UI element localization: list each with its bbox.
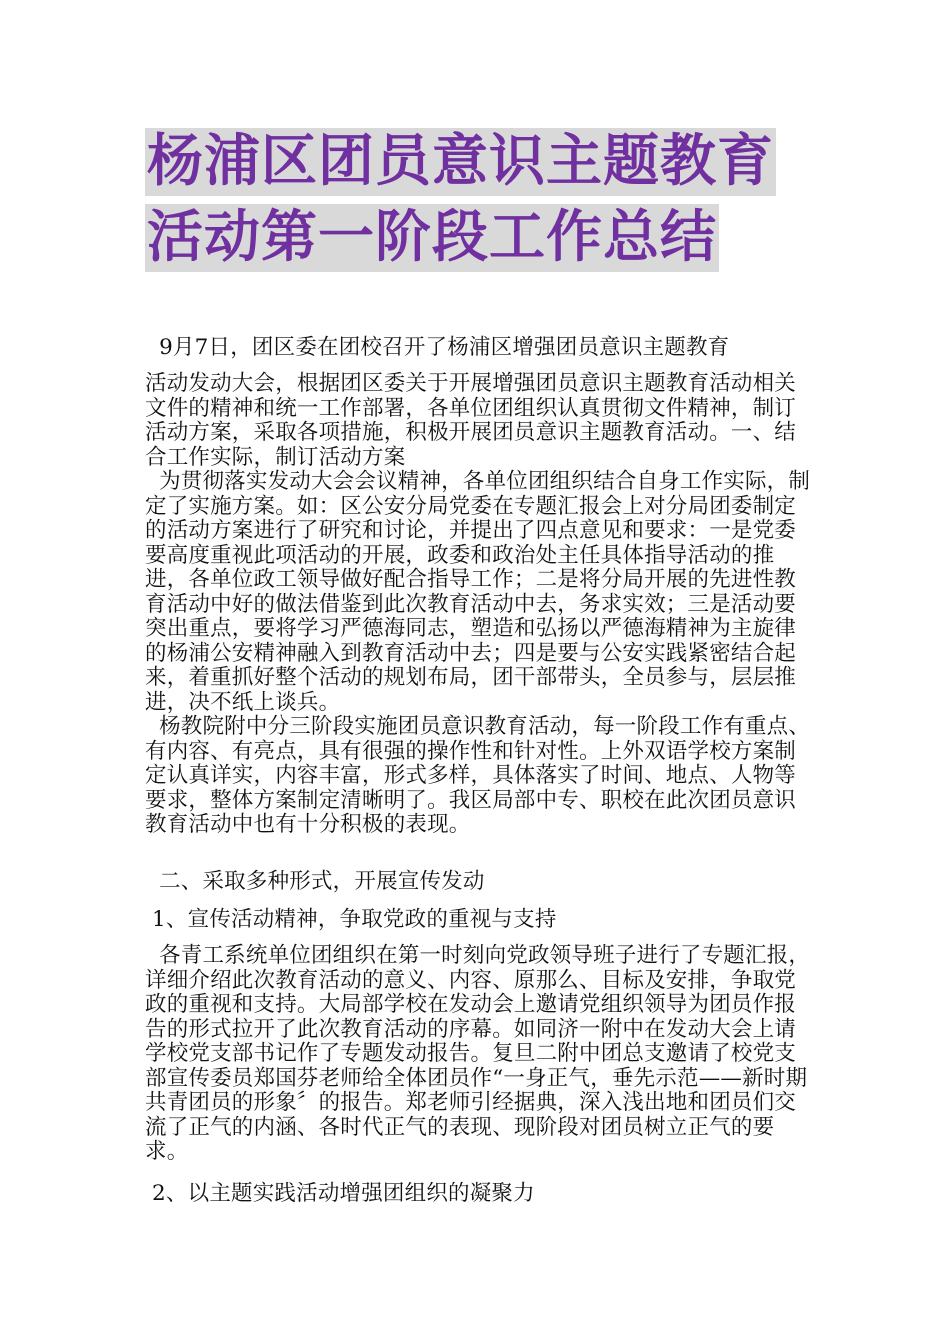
intro-paragraph: 9月7日，团区委在团校召开了杨浦区增强团员意识主题教育 [145,335,730,360]
title-line-1: 杨浦区团员意识主题教育 [147,129,774,194]
document-title [145,128,815,272]
title-line-2: 活动第一阶段工作总结 [147,205,717,270]
subsection-two-heading: 2、以主题实践活动增强团组织的凝聚力 [145,1181,535,1206]
subsection-one-text: 各青工系统单位团组织在第一时刻向党政领导班子进行了专题汇报，详细介绍此次教育活动的意义、内容、原那么、目标及安排，争取党政的重视和支持。大局部学校在发动会上邀请党组织领导为团员作报告的形式拉开了此次教育活动的序幕。如同济一附中在发动大会上请学校党支部书记作了专题发动报告。复旦二附中团总支邀请了校党支部宣传委员郑国芬老师给全体团员作“一身正气，垂先示范——新时期共青团员的形象〞的报告。郑老师引经据典，深入浅出地和团员们交流了正气的内涵、各时代正气的表现、现阶段对团员树立正气的要求。 [145,943,811,1164]
subsection-one-heading: 1、宣传活动精神，争取党政的重视与支持 [145,907,557,932]
section-two-heading: 二、采取多种形式，开展宣传发动 [145,869,485,894]
section-one-text: 活动发动大会，根据团区委关于开展增强团员意识主题教育活动相关文件的精神和统一工作部署，各单位团组织认真贯彻文件精神，制订活动方案，采取各项措施，积极开展团员意识主题教育活动。一、结合工作实际，制订活动方案 为贯彻落实发动大会会议精神，各单位团组织结合自身工作实际，制定了实施方案。如：区公安分局党委在专题汇报会上对分局团委制定的活动方案进行了研究和讨论，并提出了四点意见和要求：一是党委要高度重视此项活动的开展，政委和政治处主任具体指导活动的推进，各单位政工领导做好配合指导工作；二是将分局开展的先进性教育活动中好的做法借鉴到此次教育活动中去，务求实效；三是活动要突出重点，要将学习严德海同志，塑造和弘扬以严德海精神为主旋律的杨浦公安精神融入到教育活动中去；四是要与公安实践紧密结合起来，着重抓好整个活动的规划布局，团干部带头，全员参与，层层推进，决不纸上谈兵。 杨教院附中分三阶段实施团员意识教育活动，每一阶段工作有重点、有内容、有亮点，具有很强的操作性和针对性。上外双语学校方案制定认真详实，内容丰富，形式多样，具体落实了时间、地点、人物等要求，整体方案制定清晰明了。我区局部中专、职校在此次团员意识教育活动中也有十分积极的表现。 [145,371,811,837]
